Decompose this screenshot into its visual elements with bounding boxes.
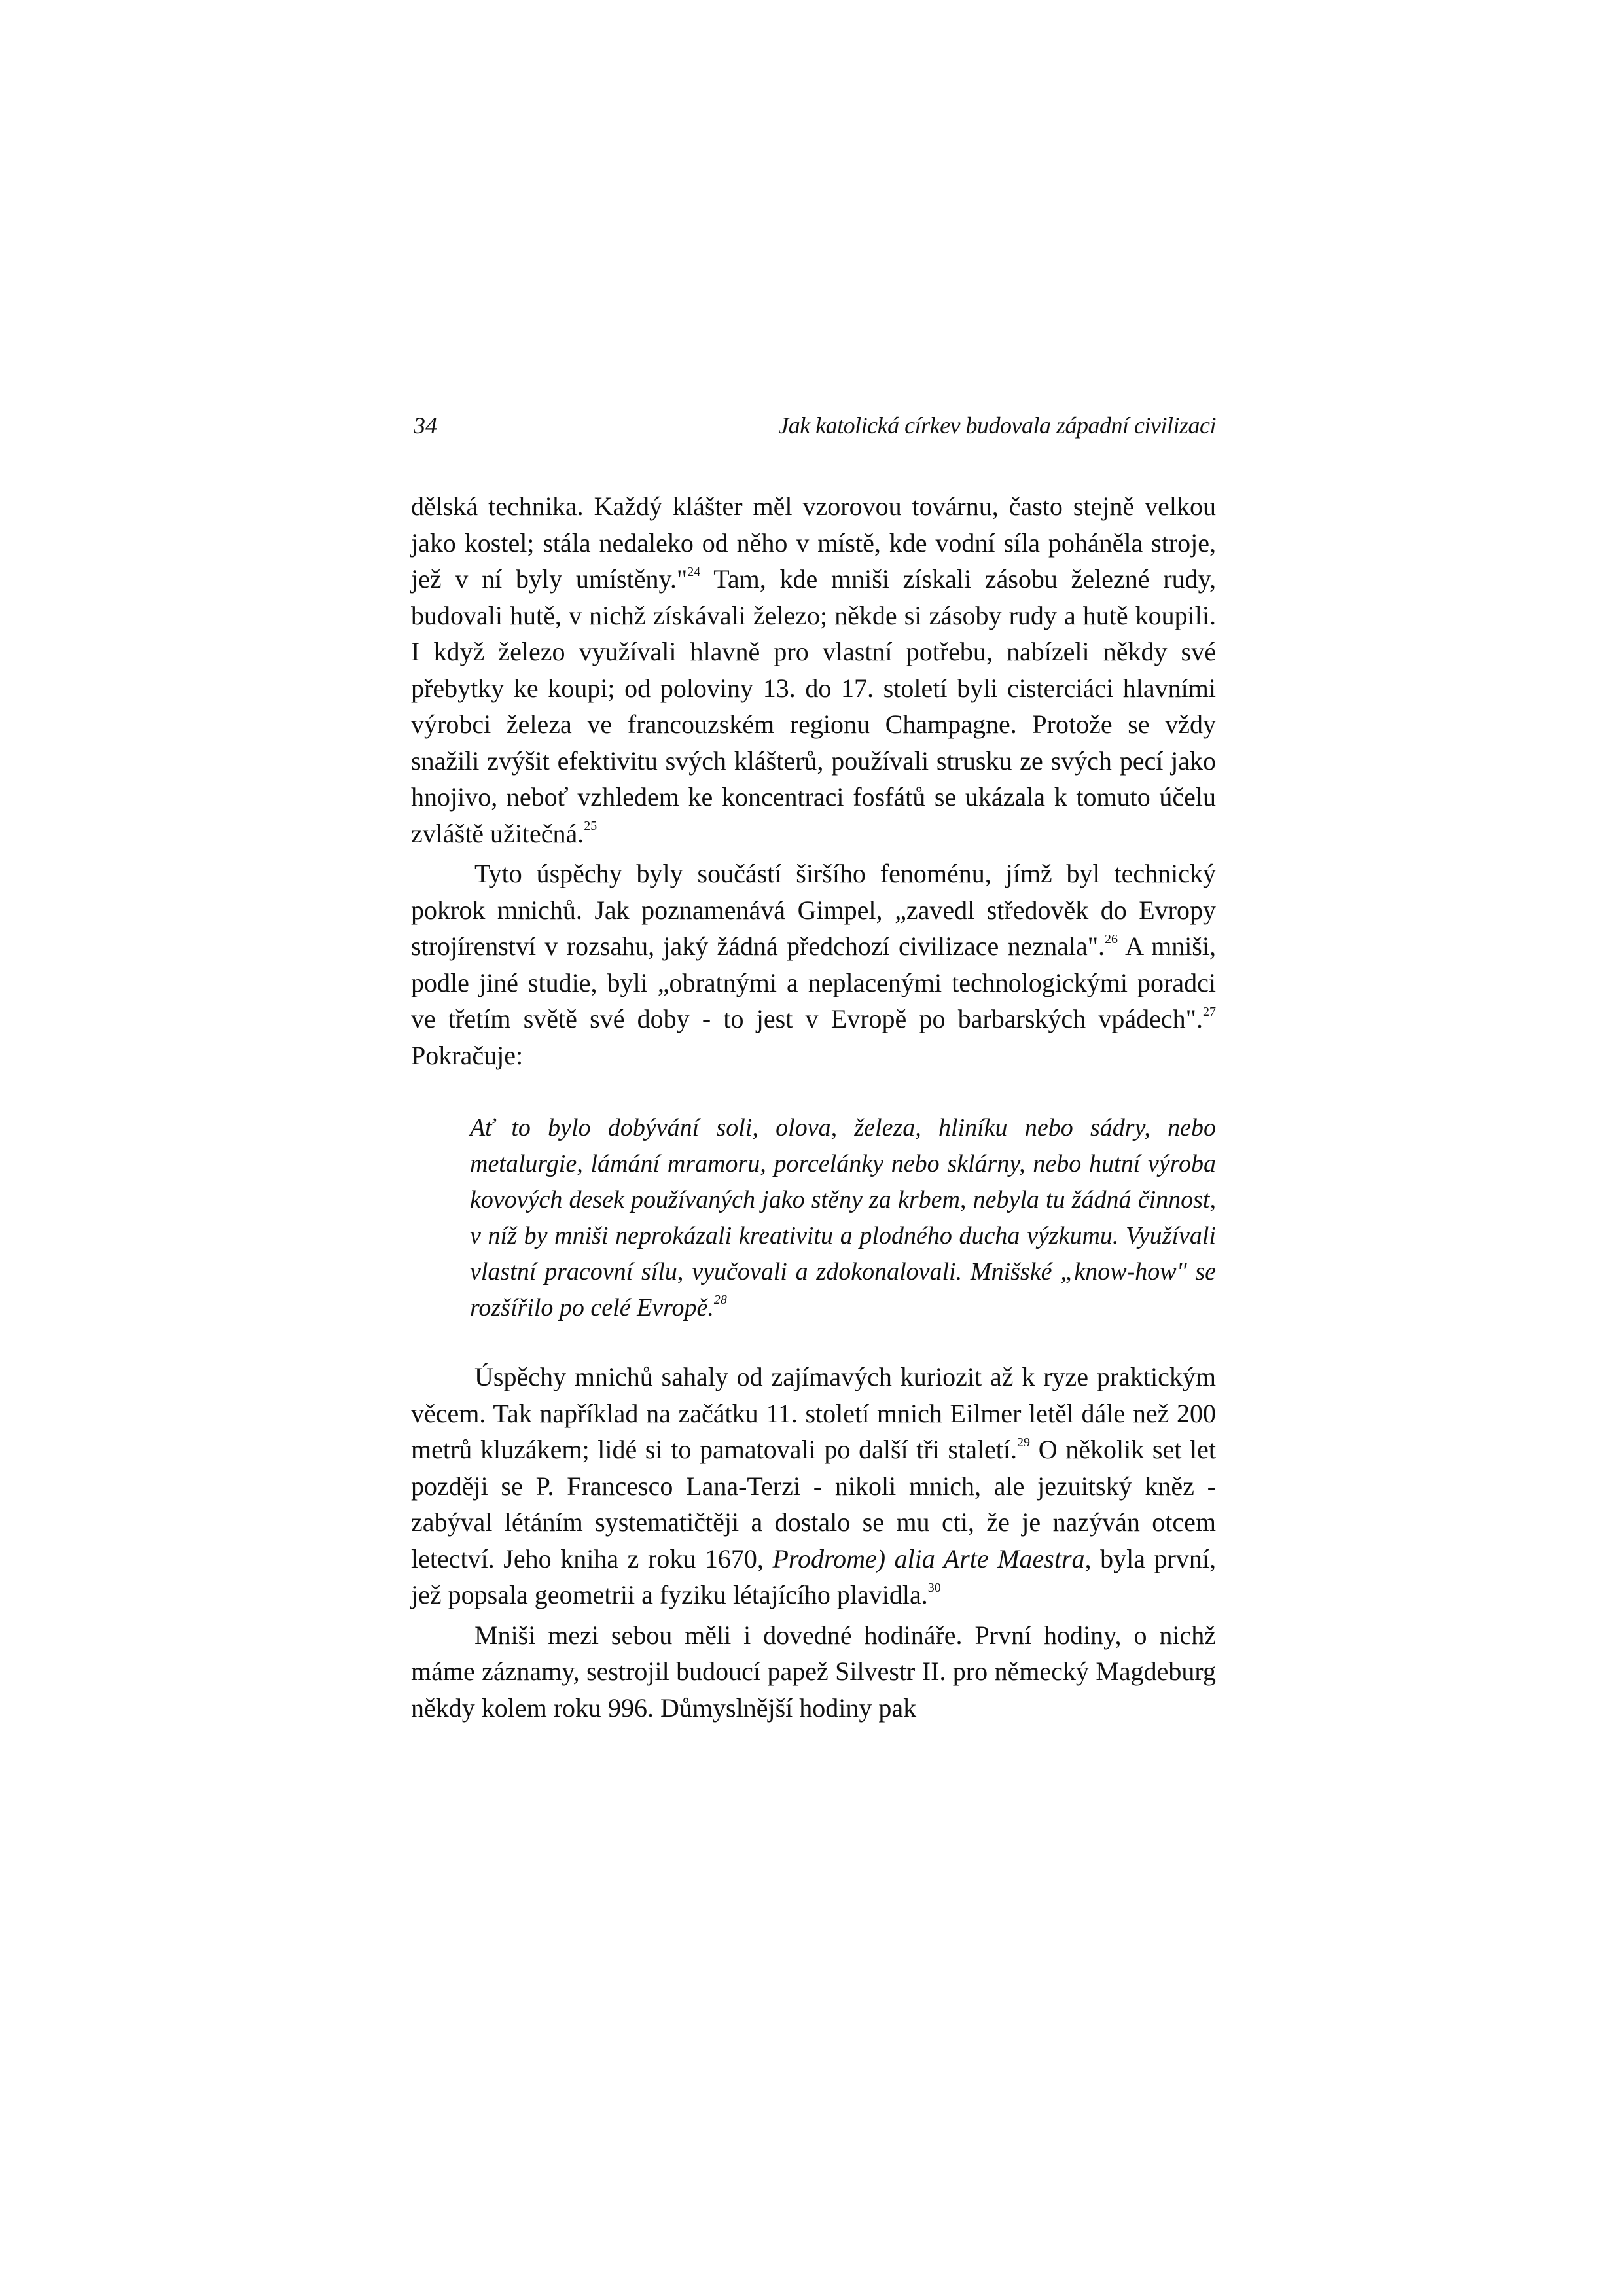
footnote-ref-28: 28	[713, 1293, 727, 1308]
running-head-title: Jak katolická církev budovala západní civilizaci	[778, 412, 1216, 439]
paragraph-3-text-a: Úspěchy mnichů sahaly od zajímavých kuriozit až k ryze praktickým věcem. Tak například na začátku 11. století mnich Eilmer letěl dále než 200 metrů kluzákem; lidé si to pamatovali po další tři staletí.	[411, 1362, 1216, 1464]
block-quote-text: Ať to bylo dobývání soli, olova, železa, hliníku nebo sádry, nebo metalurgie, lámání mramoru, porcelánky nebo sklárny, nebo hutní výroba kovových desek používaných jako stěny za krbem, nebyla tu žádná činnost, v níž by mniši neprokázali kreativitu a plodného ducha výzkumu. Využívali vlastní pracovní sílu, vyučovali a zdokonalovali. Mnišské „know-how" se rozšířilo po celé Evropě.	[470, 1114, 1216, 1321]
block-quote	[470, 1110, 1216, 1326]
paragraph-3-text-c: byla první, jež popsala geometrii a fyziku létajícího plavidla.	[411, 1543, 1216, 1609]
paragraph-1-text-b: Tam, kde mniši získali zásobu železné rudy, budovali hutě, v nichž získávali železo; někde si zásoby rudy a hutě koupili. I když železo využívali hlavně pro vlastní potřebu, nabízeli někdy své přebytky ke koupi; od poloviny 13. do 17. století byli cisterciáci hlavními výrobci železa ve francouzském regionu Champagne. Protože se vždy snažili zvýšit efektivitu svých klášterů, používali strusku ze svých pecí jako hnojivo, neboť vzhledem ke koncentraci fosfátů se ukázala k tomuto účelu zvláště užitečná.	[411, 564, 1216, 848]
body-text	[411, 488, 1216, 1726]
paragraph-3-text-b: O několik set let později se P. Francesco Lana-Terzi - nikoli mnich, ale jezuitský kněz - zabýval létáním systematičtěji a dostalo se mu cti, že je nazýván otcem letectví. Jeho kniha z roku 1670,	[411, 1435, 1217, 1573]
footnote-ref-30: 30	[927, 1580, 941, 1595]
paragraph-1-text-a: dělská technika. Každý klášter měl vzorovou továrnu, často stejně velkou jako kostel; stála nedaleko od něho v místě, kde vodní síla poháněla stroje, jež v ní byly umístěny."	[411, 492, 1216, 594]
paragraph-4	[411, 1617, 1216, 1727]
paragraph-1	[411, 488, 1216, 852]
paragraph-2-text-b: A mniši, podle jiné studie, byli „obratnými a neplacenými technologickými poradci ve třetím světě své doby - to jest v Evropě po barbarských vpádech".	[411, 931, 1216, 1033]
book-page	[411, 406, 1216, 1726]
running-head	[411, 406, 1216, 445]
footnote-ref-26: 26	[1105, 931, 1118, 946]
page-number: 34	[414, 412, 437, 439]
paragraph-2	[411, 855, 1216, 1073]
footnote-ref-24: 24	[687, 564, 701, 579]
paragraph-4-text: Mniši mezi sebou měli i dovedné hodináře. První hodiny, o nichž máme záznamy, sestrojil budoucí papež Silvestr II. pro německý Magdeburg někdy kolem roku 996. Důmyslnější hodiny pak	[411, 1620, 1216, 1723]
paragraph-2-text-c: Pokračuje:	[411, 1040, 524, 1070]
footnote-ref-27: 27	[1203, 1004, 1216, 1019]
footnote-ref-25: 25	[584, 819, 597, 834]
footnote-ref-29: 29	[1017, 1435, 1031, 1450]
paragraph-3	[411, 1359, 1216, 1613]
paragraph-2-text-a: Tyto úspěchy byly součástí širšího fenoménu, jímž byl technický pokrok mnichů. Jak poznamenává Gimpel, „zavedl středověk do Evropy strojírenství v rozsahu, jaký žádná předchozí civilizace neznala".	[411, 859, 1216, 961]
book-title-italic: Prodrome) alia Arte Maestra,	[772, 1543, 1092, 1573]
